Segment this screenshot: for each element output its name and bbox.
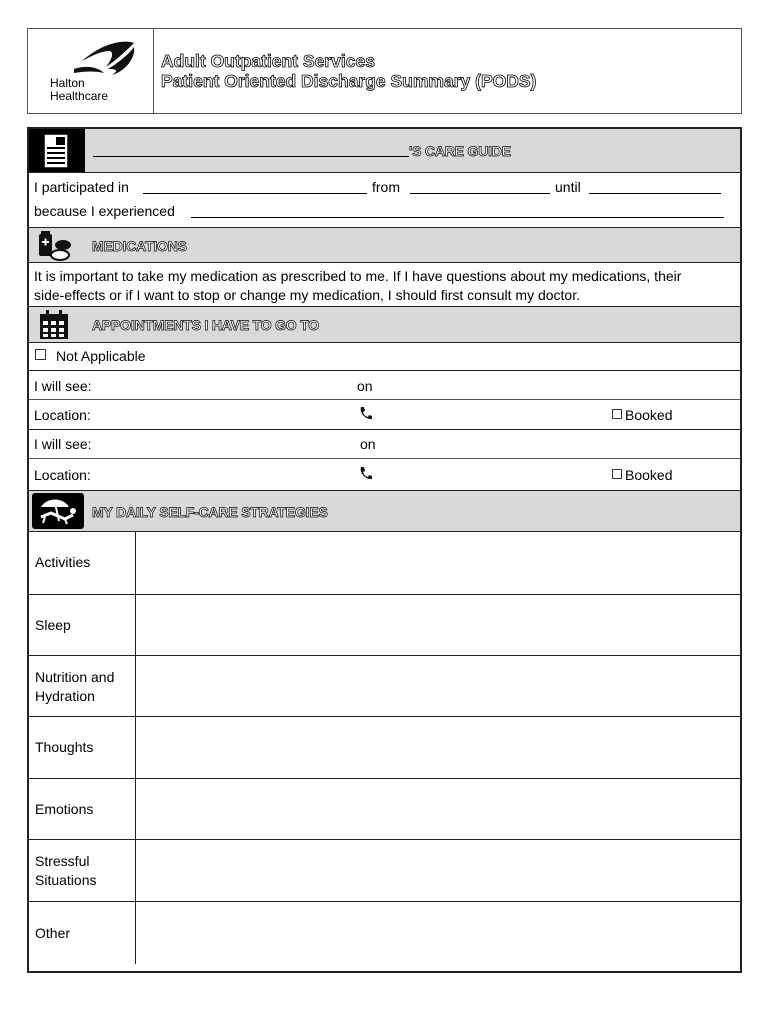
document-header: [27, 28, 742, 114]
self-care-label-line-1: Activities: [35, 554, 91, 570]
self-care-entry-field[interactable]: [136, 902, 740, 964]
self-care-row: [29, 594, 740, 655]
beach-chair-icon: [35, 495, 81, 527]
program-blank[interactable]: [143, 180, 367, 194]
self-care-label-line-2: Hydration: [35, 687, 95, 704]
self-care-row: [29, 778, 740, 839]
pills-icon: [37, 231, 87, 261]
logo: [28, 29, 154, 113]
self-care-row: [29, 901, 740, 964]
medications-text: [29, 263, 740, 307]
self-care-label-line-2: Situations: [35, 872, 97, 888]
medications-header: [29, 227, 740, 263]
on-label: on: [357, 378, 373, 394]
self-care-label-line-1: Other: [35, 924, 71, 941]
self-care-label: [35, 668, 114, 706]
because-label: because I experienced: [34, 203, 175, 219]
self-care-row: [29, 839, 740, 901]
self-care-row: [29, 655, 740, 716]
self-care-entry-field[interactable]: [136, 532, 740, 594]
will-see-label: I will see:: [34, 436, 92, 452]
self-care-label: [35, 616, 71, 635]
phone-icon: [359, 406, 373, 420]
participated-label: I participated in: [34, 179, 129, 195]
appointments-header: [29, 307, 740, 343]
self-care-entry-field[interactable]: [136, 717, 740, 778]
self-care-label-line-1: Sleep: [35, 616, 71, 633]
booked-label: Booked: [625, 407, 673, 423]
self-care-entry-field[interactable]: [136, 595, 740, 655]
self-care-label: [35, 924, 70, 943]
self-care-entry-field[interactable]: [136, 779, 740, 839]
not-applicable-row: [29, 343, 740, 371]
document-icon: [43, 133, 69, 169]
logo-line-2: Healthcare: [50, 89, 109, 103]
on-label: on: [360, 436, 376, 452]
location-label: Location:: [34, 407, 91, 423]
booked-checkbox-icon[interactable]: [612, 469, 622, 479]
appointment-1-location-row: [29, 400, 740, 430]
self-care-label-line-1: Stressful: [35, 853, 90, 869]
from-date-blank[interactable]: [410, 180, 550, 194]
self-care-label-line-1: Emotions: [35, 800, 94, 817]
care-guide-header: [29, 129, 740, 173]
participation-row: [29, 173, 740, 227]
self-care-label: [35, 852, 96, 890]
self-care-grid: [29, 532, 740, 964]
appointment-2-see-row: [29, 430, 740, 459]
appointment-2-location-row: [29, 459, 740, 490]
phone-icon: [359, 466, 373, 480]
appointments-title: APPOINTMENTS I HAVE TO GO TO: [92, 317, 319, 333]
until-date-blank[interactable]: [589, 180, 721, 194]
medications-title: MEDICATIONS: [92, 238, 187, 254]
care-guide-title: 'S CARE GUIDE: [409, 143, 511, 159]
not-applicable-label: Not Applicable: [56, 348, 146, 364]
self-care-row: [29, 716, 740, 778]
reason-blank[interactable]: [191, 204, 724, 218]
self-care-label: [35, 800, 93, 819]
self-care-label-line-1: Nutrition and: [35, 668, 115, 685]
appointment-1-see-row: [29, 371, 740, 400]
booked-checkbox-icon[interactable]: [612, 409, 622, 419]
name-blank[interactable]: [93, 143, 409, 157]
calendar-icon: [38, 309, 88, 339]
document-title-2: Patient Oriented Discharge Summary (PODS): [161, 71, 537, 91]
logo-line-1: Halton: [50, 76, 85, 90]
from-label: from: [372, 179, 400, 195]
self-care-header: [29, 490, 740, 532]
will-see-label: I will see:: [34, 378, 92, 394]
medications-line-2: side-effects or if I want to stop or change my medication, I should first consult my doctor.: [34, 287, 580, 303]
booked-label: Booked: [625, 467, 673, 483]
self-care-entry-field[interactable]: [136, 656, 740, 716]
not-applicable-checkbox-icon[interactable]: [35, 349, 46, 360]
self-care-row: [29, 532, 740, 594]
self-care-title: MY DAILY SELF-CARE STRATEGIES: [92, 504, 328, 520]
self-care-label: [35, 553, 90, 572]
self-care-label-line-1: Thoughts: [35, 739, 94, 755]
self-care-entry-field[interactable]: [136, 840, 740, 901]
self-care-label: [35, 738, 93, 757]
document-title-1: Adult Outpatient Services: [161, 51, 375, 71]
pods-form: [27, 127, 742, 973]
medications-line-1: It is important to take my medication as prescribed to me. If I have questions about my medications, their: [34, 268, 682, 284]
location-label: Location:: [34, 467, 91, 483]
until-label: until: [555, 179, 581, 195]
